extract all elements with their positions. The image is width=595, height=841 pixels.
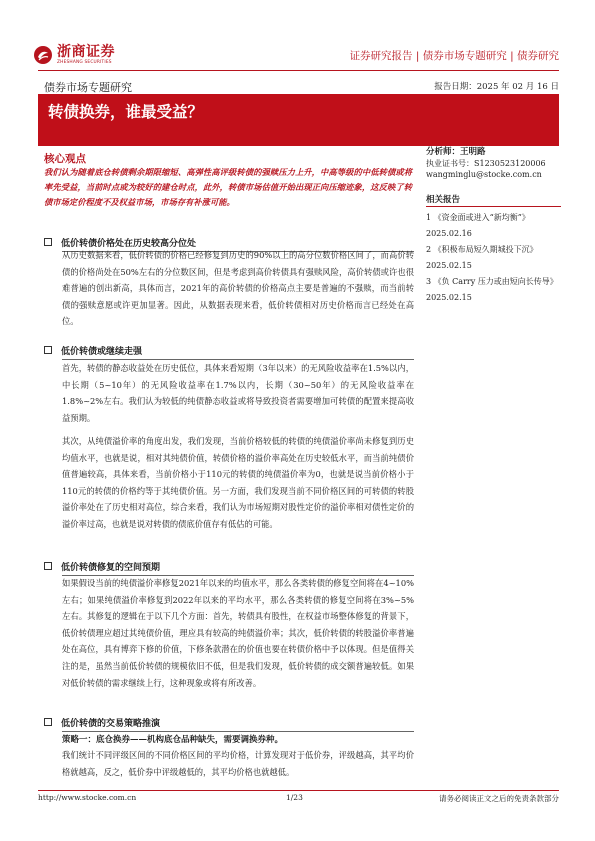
related-reports-divider <box>426 206 561 207</box>
section-title: 低价转债的交易策略推演 <box>61 719 161 729</box>
related-report-item[interactable]: 3 《负 Carry 压力或由短向长传导》 2025.02.15 <box>426 277 558 302</box>
checkbox-bullet-icon <box>44 562 52 570</box>
report-series: 债券市场专题研究 <box>44 81 132 94</box>
checkbox-bullet-icon <box>44 238 52 246</box>
section-paragraph: 其次，从纯债溢价率的角度出发，我们发现，当前价格较低的转债的纯债溢价率尚未修复到历史均值水平，也就是说，相对其纯债价值，转债价格的溢价率高处在历史较低水平，而当前纯债价值普遍较高，具体来看，当前价格小于110元的转债的纯债溢价率为0，也就是说当前价格小于110元的转债的价格约等于其纯债价值。另一方面，我们发现当前不同价格区间的可转债的转股溢价率处在了历史相对高位，综合来看，我们认为市场短期对股性定价的溢价率相对债性定价的溢价率过高，也就是说对转债的债底价值存有低估的可能。 <box>62 436 414 529</box>
core-viewpoint-heading: 核心观点 <box>44 153 86 165</box>
checkbox-bullet-icon <box>44 346 52 354</box>
related-report-date: 2025.02.16 <box>426 229 472 238</box>
footer-disclaimer: 请务必阅读正文之后的免责条款部分 <box>439 794 559 803</box>
logo-name: 浙商证券 <box>57 43 115 60</box>
section-paragraph: 如果假设当前的纯债溢价率修复2021年以来的均值水平，那么各类转债的修复空间将在4~10%左右；如果纯债溢价率修复到2022年以来的平均水平，那么各类转债的修复空间将在3%~5%左右。其修复的逻辑在于以下几个方面：首先，转债具有股性，在权益市场整体修复的背景下，低价转债理应超过其纯债价值，理应具有较高的纯债溢价率；其次，低价转债的转股溢价率普遍处在高位，具有博弈下修的价值，下修条款潜在的价值也要在转债价格中予以体现。但是值得关注的是，虽然当前低价转债的规模依旧不低，但是我们发现，低价转债的成交额普遍较低。如果对低价转债的需求继续上行，这种现象或将有所改善。 <box>62 578 414 688</box>
checkbox-bullet-icon <box>44 718 52 726</box>
related-reports-heading: 相关报告 <box>426 195 461 205</box>
section-heading <box>44 344 574 358</box>
section-paragraph: 从历史数据来看，低价转债的价格已经修复到历史的90%以上的高分位数价格区间了，而高价转债的价格尚处在50%左右的分位数区间，但是考虑到高价转债具有强赎风险，高价转债或许也很难普遍的创出新高，具体而言，2021年的高价转债的价格高点主要是普遍的不强赎，而当前转债的强赎意愿或许更加显著。因此，从数据表现来看，低价转债相对历史价格而言已经处在高位。 <box>62 250 414 327</box>
logo-mark-icon <box>33 45 53 65</box>
strategy-heading: 策略一：底仓换券——机构底仓品种缺失，需要调换券种。 <box>62 735 284 745</box>
section-title: 低价转债修复的空间预期 <box>61 563 161 573</box>
report-title: 转债换券，谁最受益？ <box>48 103 204 121</box>
analyst-certificate: 执业证书号：S1230523120006 <box>426 159 546 168</box>
footer-website-link[interactable]: http://www.stocke.com.cn <box>38 793 137 802</box>
footer-divider <box>38 790 559 791</box>
section-heading <box>44 716 574 730</box>
related-reports-list <box>426 210 561 306</box>
logo-subname: ZHESHANG SECURITIES <box>57 59 112 65</box>
report-category-nav: 证券研究报告 | 债券市场专题研究 | 债券研究 <box>349 50 559 62</box>
company-logo <box>33 40 143 70</box>
analyst-name: 分析师：王明路 <box>426 147 486 157</box>
core-viewpoint-text: 我们认为随着底仓转债剩余期限缩短、高弹性高评级转债的强赎压力上升，中高等级的中低转债或将率先受益，当前时点或为较好的建仓时点，此外，转债市场估值开始出现正向压缩迹象，这反映了转债市场定价程度不及权益市场，市场存有补涨可能。 <box>44 167 412 207</box>
page-number: 1/23 <box>286 793 303 802</box>
section-divider <box>62 731 414 732</box>
title-banner <box>38 94 559 146</box>
related-report-item[interactable]: 2 《积极布局短久期城投下沉》 <box>426 245 538 254</box>
analyst-email: wangminglu@stocke.com.cn <box>426 170 542 179</box>
section-title: 低价转债价格处在历史较高分位处 <box>61 239 197 249</box>
section-title: 低价转债或继续走强 <box>61 347 143 357</box>
header-divider <box>38 70 559 71</box>
report-date: 报告日期：2025 年 02 月 16 日 <box>434 82 559 92</box>
section-paragraph: 首先，转债的静态收益处在历史低位，具体来看短期（3年以来）的无风险收益率在1.5%以内，中长期（5~10年）的无风险收益率在1.7%以内，长期（30~50年）的无风险收益率在1.8%~2%左右。我们认为较低的纯债静态收益或将导致投资者需要增加可转债的配置来提高收益预期。 <box>62 363 414 423</box>
related-report-item[interactable]: 1 《资金面或进入“新均衡”》 <box>426 213 530 222</box>
related-report-date: 2025.02.15 <box>426 261 472 270</box>
section-heading <box>44 560 574 574</box>
section-paragraph: 我们统计不同评级区间的不同价格区间的平均价格，计算发现对于低价券，评级越高，其平均价格就越高，反之，低价券中评级越低的，其平均价格也就越低。 <box>62 750 414 777</box>
